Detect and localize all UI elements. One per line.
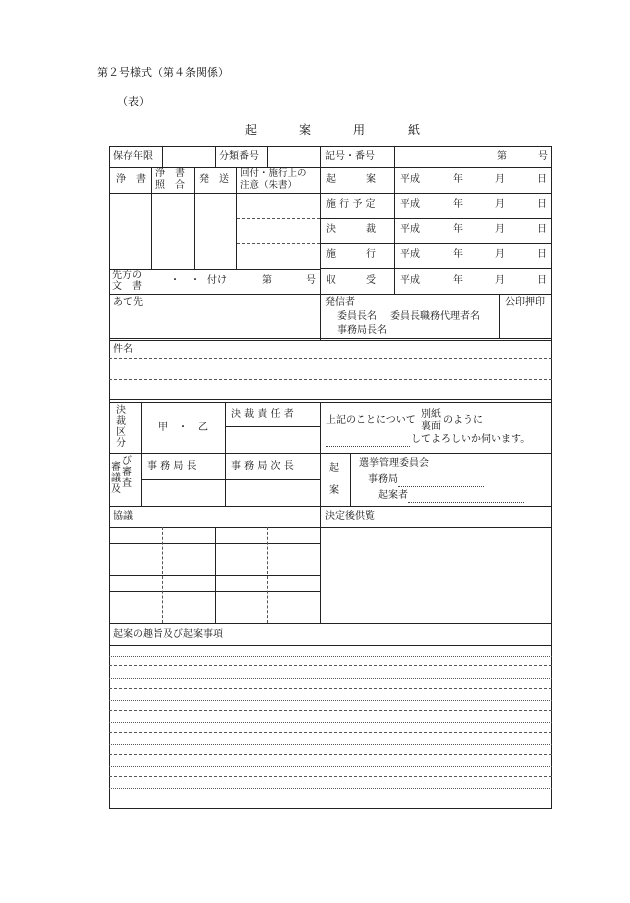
post-decision-review-label: 決定後供覧: [325, 511, 375, 522]
vertical-char: 分: [116, 438, 126, 449]
dispatch-label: 発 送: [199, 174, 229, 185]
retention-period-label: 保存年限: [113, 151, 153, 162]
date-row-label: 起 案: [326, 174, 376, 185]
form-number: 第２号様式（第４条関係）: [97, 66, 229, 79]
date-year: 年: [453, 174, 463, 185]
date-row-label: 決 裁: [326, 224, 376, 235]
drafter-label: 起案者: [378, 490, 408, 501]
approval-beppi: 別紙: [421, 409, 441, 420]
committee-name: 選挙管理委員会: [359, 458, 429, 469]
record-dai: 第: [497, 151, 507, 162]
date-era: 平成: [400, 174, 420, 185]
addressee-label: あて先: [113, 297, 143, 308]
date-year: 年: [453, 224, 463, 235]
date-year: 年: [453, 199, 463, 210]
date-day: 日: [537, 199, 547, 210]
destination-doc-dots: ・ ・: [170, 275, 200, 286]
vertical-char: び: [122, 456, 132, 467]
subject-label: 件名: [113, 344, 133, 355]
approval-responsible-label: 決 裁 責 任 者: [231, 409, 294, 420]
date-day: 日: [537, 174, 547, 185]
vertical-char: 区: [116, 427, 126, 438]
approval-statement-3: してよろしいか伺います。: [411, 434, 531, 445]
destination-doc-dai: 第: [262, 275, 272, 286]
date-month: 月: [495, 224, 505, 235]
chair-proxy-label: 委員長職務代理者名: [390, 311, 480, 322]
kou-otsu-option: 甲 ・ 乙: [158, 422, 208, 433]
consultation-label: 協議: [113, 511, 133, 522]
date-month: 月: [495, 249, 505, 260]
date-era: 平成: [400, 199, 420, 210]
date-row-label: 施 行 予 定: [326, 199, 376, 210]
approval-statement-1: 上記のことについて: [326, 415, 416, 426]
date-row-label: 収 受: [326, 275, 376, 286]
secretary-name-label: 事務局長名: [337, 325, 387, 336]
vertical-char: 決: [116, 405, 126, 416]
date-era: 平成: [400, 249, 420, 260]
record-number-label: 記号・番号: [325, 151, 375, 162]
vertical-char: 査: [122, 478, 132, 489]
destination-doc-label-1: 先方の: [112, 270, 142, 281]
date-day: 日: [537, 224, 547, 235]
record-go: 号: [538, 151, 548, 162]
bureau-label: 事務局: [368, 474, 398, 485]
date-year: 年: [453, 275, 463, 286]
approval-statement-2: のように: [443, 415, 483, 426]
date-year: 年: [453, 249, 463, 260]
date-row-label: 施 行: [326, 249, 376, 260]
vertical-char: 議: [111, 473, 121, 484]
destination-doc-dated: 付け: [207, 275, 227, 286]
bureau-director-label: 事 務 局 長: [147, 461, 197, 472]
title-char: 用: [353, 123, 366, 137]
destination-doc-go: 号: [306, 275, 316, 286]
deputy-director-label: 事 務 局 次 長: [231, 461, 294, 472]
title-char: 紙: [408, 123, 421, 137]
verify-label-2: 照 合: [155, 180, 185, 191]
routing-note-1: 回付・施行上の: [240, 168, 307, 179]
sender-label: 発信者: [325, 297, 355, 308]
vertical-char: 審: [122, 467, 132, 478]
destination-doc-label-2: 文 書: [112, 281, 142, 292]
purpose-label: 起案の趣旨及び起案事項: [113, 629, 223, 640]
date-day: 日: [537, 249, 547, 260]
date-day: 日: [537, 275, 547, 286]
classification-number-label: 分類番号: [219, 151, 259, 162]
fair-copy-label: 浄 書: [116, 174, 146, 185]
date-month: 月: [495, 275, 505, 286]
chair-name-label: 委員長名: [337, 311, 377, 322]
verify-label-1: 浄 書: [155, 168, 185, 179]
official-seal-label: 公印押印: [505, 297, 545, 308]
title-char: 案: [299, 123, 312, 137]
approval-rimen: 裏面: [421, 421, 441, 432]
date-era: 平成: [400, 275, 420, 286]
date-era: 平成: [400, 224, 420, 235]
routing-note-2: 注意（朱書）: [240, 180, 298, 191]
title-char: 起: [245, 123, 258, 137]
date-month: 月: [495, 199, 505, 210]
date-month: 月: [495, 174, 505, 185]
vertical-char: 及: [111, 484, 121, 495]
form-side: （表）: [117, 95, 150, 108]
draft-char-2: 案: [329, 485, 339, 496]
vertical-char: 裁: [116, 416, 126, 427]
draft-char-1: 起: [329, 463, 339, 474]
vertical-char: 審: [111, 462, 121, 473]
